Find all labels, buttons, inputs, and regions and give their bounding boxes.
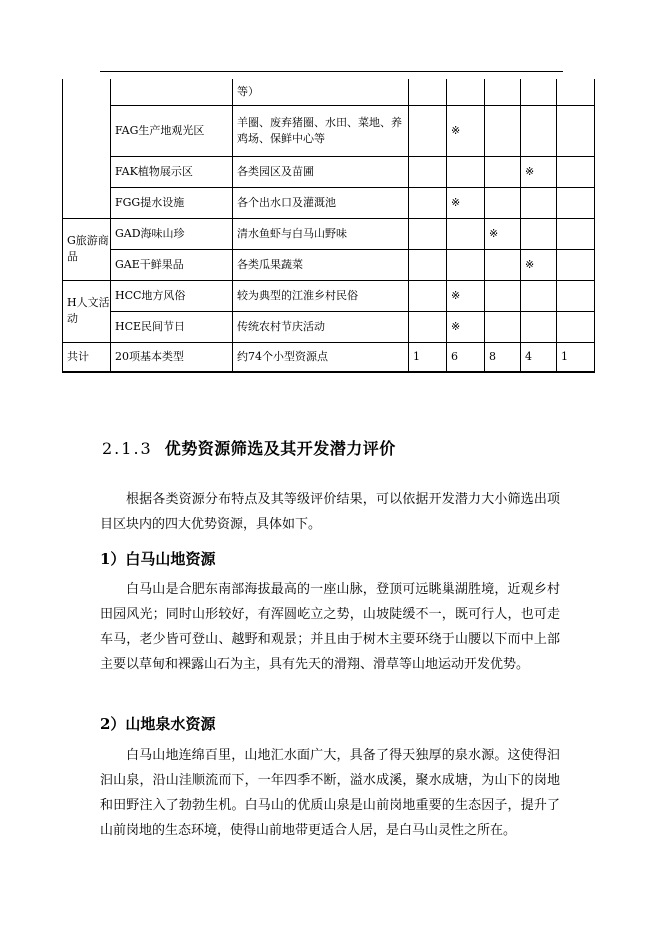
grade-cell [557, 105, 595, 156]
grade-cell [521, 105, 557, 156]
desc-cell: 各类园区及苗圃 [233, 156, 409, 187]
section-heading [102, 436, 396, 459]
page-header-rule [100, 71, 563, 72]
grade-cell [557, 280, 595, 311]
table-row [63, 187, 595, 218]
category-cell: H人文活动 [63, 280, 111, 342]
paragraph-spring: 白马山地连绵百里，山地汇水面广大，具备了得天独厚的泉水源。这使得汩汩山泉，沿山洼顺流而下，一年四季不断，溢水成溪，聚水成塘，为山下的岗地和田野注入了勃勃生机。白马山的优质山泉是山前岗地重要的生态因子，提升了山前岗地的生态环境，使得山前地带更适合人居，是白马山灵性之所在。 [100, 748, 560, 838]
grade-cell [485, 187, 521, 218]
grade-cell [409, 311, 447, 342]
table-row [63, 105, 595, 156]
type-cell: GAE干鲜果品 [111, 249, 233, 280]
type-cell: GAD海味山珍 [111, 218, 233, 249]
table-row [63, 79, 595, 105]
type-cell: HCE民间节日 [111, 311, 233, 342]
grade-cell: ※ [521, 249, 557, 280]
desc-cell: 羊圈、废弃猪圈、水田、菜地、养鸡场、保鲜中心等 [233, 105, 409, 156]
grade-cell [447, 156, 485, 187]
grade-cell [557, 311, 595, 342]
desc-cell: 清水鱼虾与白马山野味 [233, 218, 409, 249]
resource-table [62, 79, 595, 373]
grade-cell [409, 156, 447, 187]
table-row [63, 218, 595, 249]
section-number: 2.1.3 [102, 439, 153, 458]
grade-cell [409, 218, 447, 249]
category-cell: G旅游商品 [63, 218, 111, 280]
grade-cell: 6 [447, 342, 485, 372]
table-row [63, 311, 595, 342]
grade-cell: ※ [447, 280, 485, 311]
table-row [63, 156, 595, 187]
grade-cell: 4 [521, 342, 557, 372]
desc-cell: 约74个小型资源点 [233, 342, 409, 372]
grade-cell [521, 311, 557, 342]
section-title: 优势资源筛选及其开发潜力评价 [164, 439, 396, 458]
grade-cell [485, 105, 521, 156]
grade-cell [447, 218, 485, 249]
grade-cell [521, 280, 557, 311]
type-cell: HCC地方风俗 [111, 280, 233, 311]
grade-cell: ※ [447, 187, 485, 218]
grade-cell [485, 79, 521, 105]
grade-cell [409, 187, 447, 218]
grade-cell [557, 218, 595, 249]
desc-cell: 等） [233, 79, 409, 105]
grade-cell [409, 249, 447, 280]
table-row [63, 280, 595, 311]
grade-cell: 1 [557, 342, 595, 372]
type-cell [111, 79, 233, 105]
type-cell: FGG提水设施 [111, 187, 233, 218]
desc-cell: 较为典型的江淮乡村民俗 [233, 280, 409, 311]
grade-cell [447, 79, 485, 105]
grade-cell [557, 187, 595, 218]
category-cell: 共计 [63, 342, 111, 372]
grade-cell [557, 249, 595, 280]
table-row [63, 249, 595, 280]
grade-cell: 8 [485, 342, 521, 372]
grade-cell [557, 79, 595, 105]
grade-cell: ※ [485, 218, 521, 249]
grade-cell: ※ [521, 156, 557, 187]
grade-cell [521, 79, 557, 105]
type-cell: 20项基本类型 [111, 342, 233, 372]
subheading-mountain: 1）白马山地资源 [100, 550, 216, 568]
grade-cell [485, 280, 521, 311]
grade-cell [521, 218, 557, 249]
grade-cell: 1 [409, 342, 447, 372]
grade-cell: ※ [447, 311, 485, 342]
grade-cell [485, 156, 521, 187]
grade-cell [409, 105, 447, 156]
desc-cell: 传统农村节庆活动 [233, 311, 409, 342]
total-row [63, 342, 595, 372]
paragraph-mountain: 白马山是合肥东南部海拔最高的一座山脉，登顶可远眺巢湖胜境，近观乡村田园风光；同时山形较好，有浑圆屹立之势，山坡陡缓不一，既可行人，也可走车马，老少皆可登山、越野和观景；并且由于树木主要环绕于山腰以下而中上部主要以草甸和裸露山石为主，具有先天的滑翔、滑草等山地运动开发优势。 [100, 582, 560, 672]
type-cell: FAK植物展示区 [111, 156, 233, 187]
subheading-spring: 2）山地泉水资源 [100, 715, 216, 733]
type-cell: FAG生产地观光区 [111, 105, 233, 156]
grade-cell [409, 280, 447, 311]
grade-cell [409, 79, 447, 105]
grade-cell [485, 249, 521, 280]
intro-paragraph: 根据各类资源分布特点及其等级评价结果，可以依据开发潜力大小筛选出项目区块内的四大优势资源，具体如下。 [100, 492, 560, 532]
grade-cell [521, 187, 557, 218]
grade-cell [447, 249, 485, 280]
grade-cell [557, 156, 595, 187]
desc-cell: 各类瓜果蔬菜 [233, 249, 409, 280]
desc-cell: 各个出水口及灌溉池 [233, 187, 409, 218]
grade-cell: ※ [447, 105, 485, 156]
category-cell [63, 79, 111, 218]
grade-cell [485, 311, 521, 342]
